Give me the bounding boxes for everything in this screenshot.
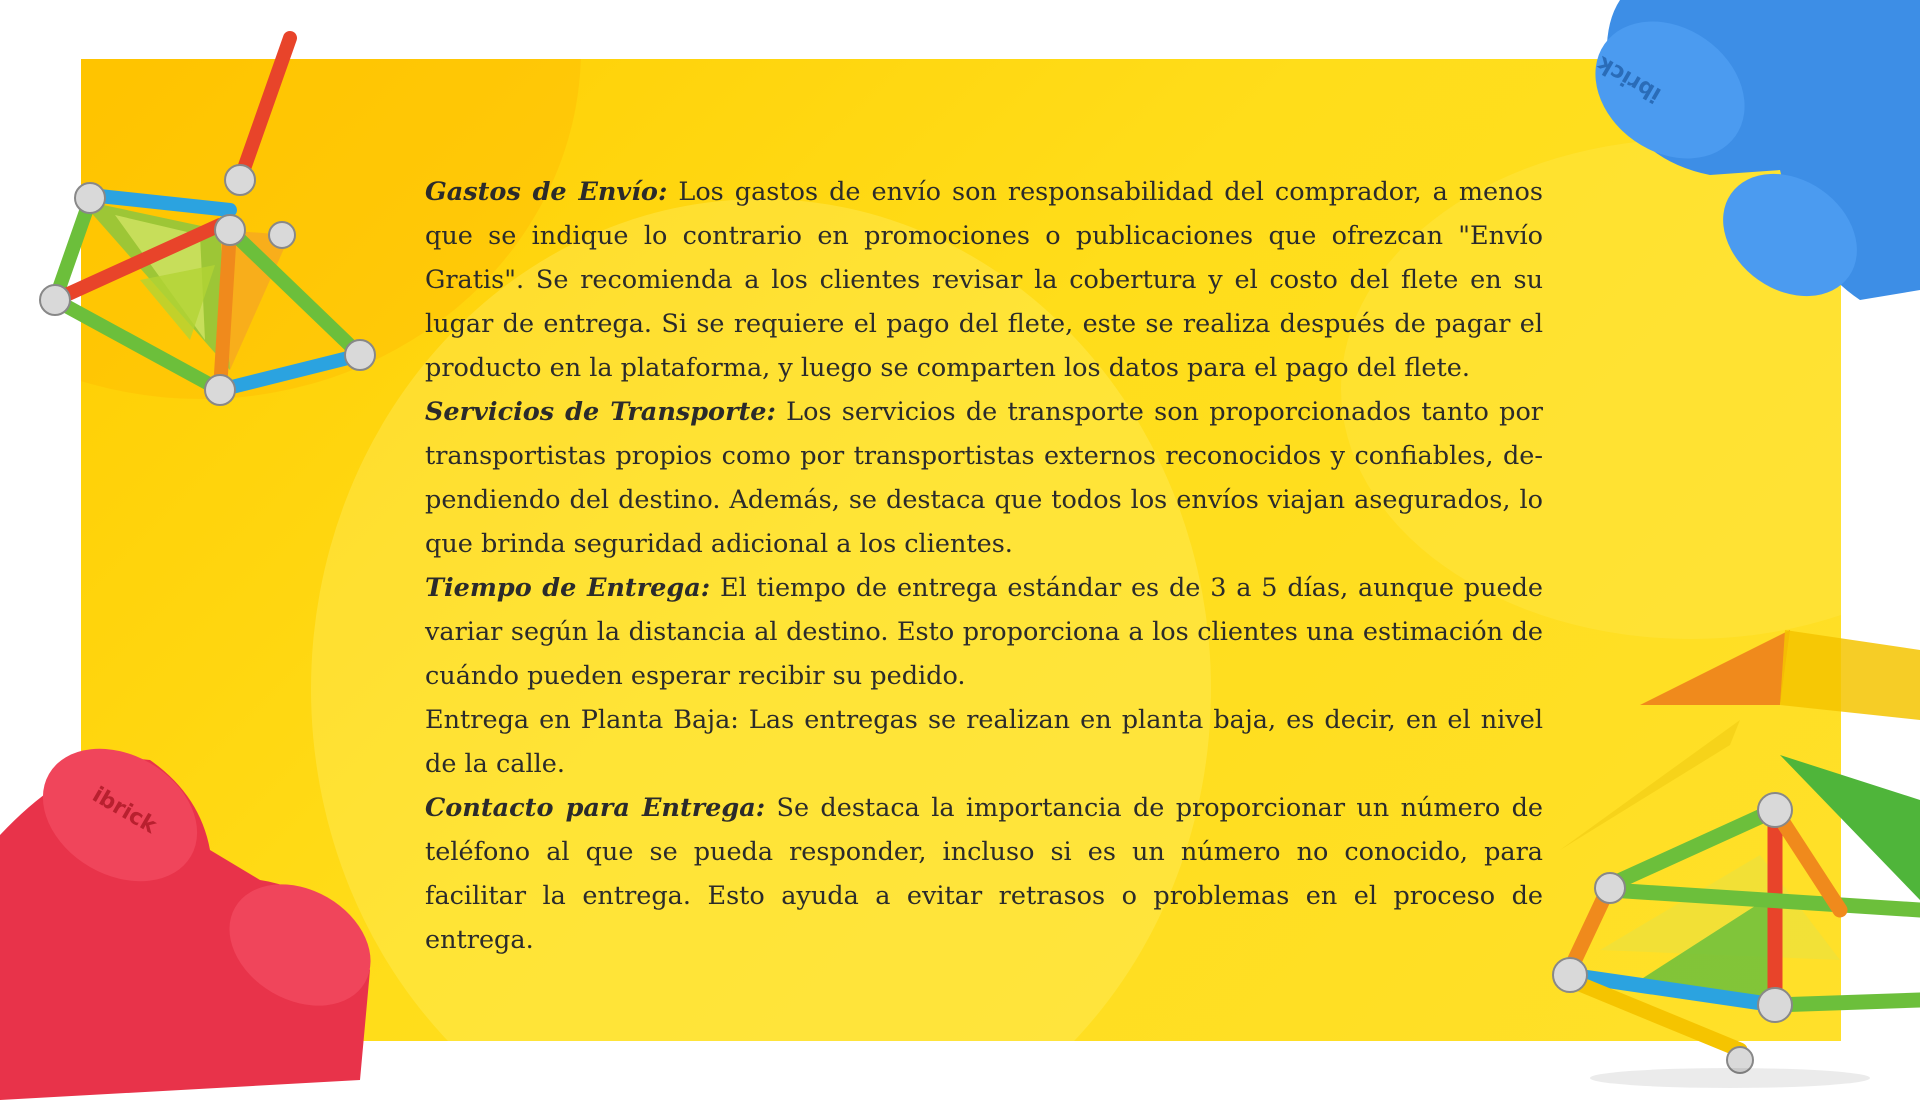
brand-mark: ibrick xyxy=(87,782,161,839)
shipping-policy-text xyxy=(425,170,1543,962)
magnetic-toy-bottom-right xyxy=(1540,610,1920,1100)
brand-mark: ibrick xyxy=(1592,50,1666,108)
section-label: Tiempo de Entrega: xyxy=(425,573,711,603)
section-text: Entrega en Planta Baja: Las entregas se realizan en planta baja, es decir, en el nivel de la calle. xyxy=(425,705,1543,779)
section-label: Contacto para Entrega: xyxy=(425,793,766,823)
blue-brick-toy xyxy=(1540,0,1920,330)
section-shipping-costs xyxy=(425,170,1543,390)
section-text: El tiempo de entrega estándar es de 3 a 5 días, aunque puede variar según la distancia al destino. Esto proporciona a los clientes una estimación de cuándo pueden esperar recibir su pedido. xyxy=(425,573,1543,691)
section-transport-services xyxy=(425,390,1543,566)
section-label: Servicios de Transporte: xyxy=(425,397,776,427)
section-text: Se destaca la importancia de proporcionar un número de teléfono al que se pueda responder, incluso si es un número no conocido, para facilitar la entrega. Esto ayuda a evitar retrasos o problemas en el proceso de entrega. xyxy=(425,793,1543,955)
section-text: Los gastos de envío son responsabilidad del comprador, a menos que se indique lo contrario en promociones o publicaciones que ofrezcan "Envío Gratis". Se recomienda a los clientes revisar la cobertura y el costo del flete en su lugar de entrega. Si se requiere el pago del flete, este se realiza después de pagar el producto en la plataforma, y luego se comparten los datos para el pago del flete. xyxy=(425,177,1543,383)
section-text: Los servicios de transporte son proporcionados tanto por transportistas propios como por transportistas externos reconocidos y confiables, dependiendo del destino. Además, se destaca que todos los envíos viajan asegurados, lo que brinda seguridad adicional a los clientes. xyxy=(425,397,1543,559)
section-delivery-contact xyxy=(425,786,1543,962)
magnetic-toy-top-left xyxy=(20,20,400,430)
section-ground-floor-delivery xyxy=(425,698,1543,786)
section-label: Gastos de Envío: xyxy=(425,177,668,207)
section-delivery-time xyxy=(425,566,1543,698)
red-brick-toy xyxy=(0,740,390,1100)
